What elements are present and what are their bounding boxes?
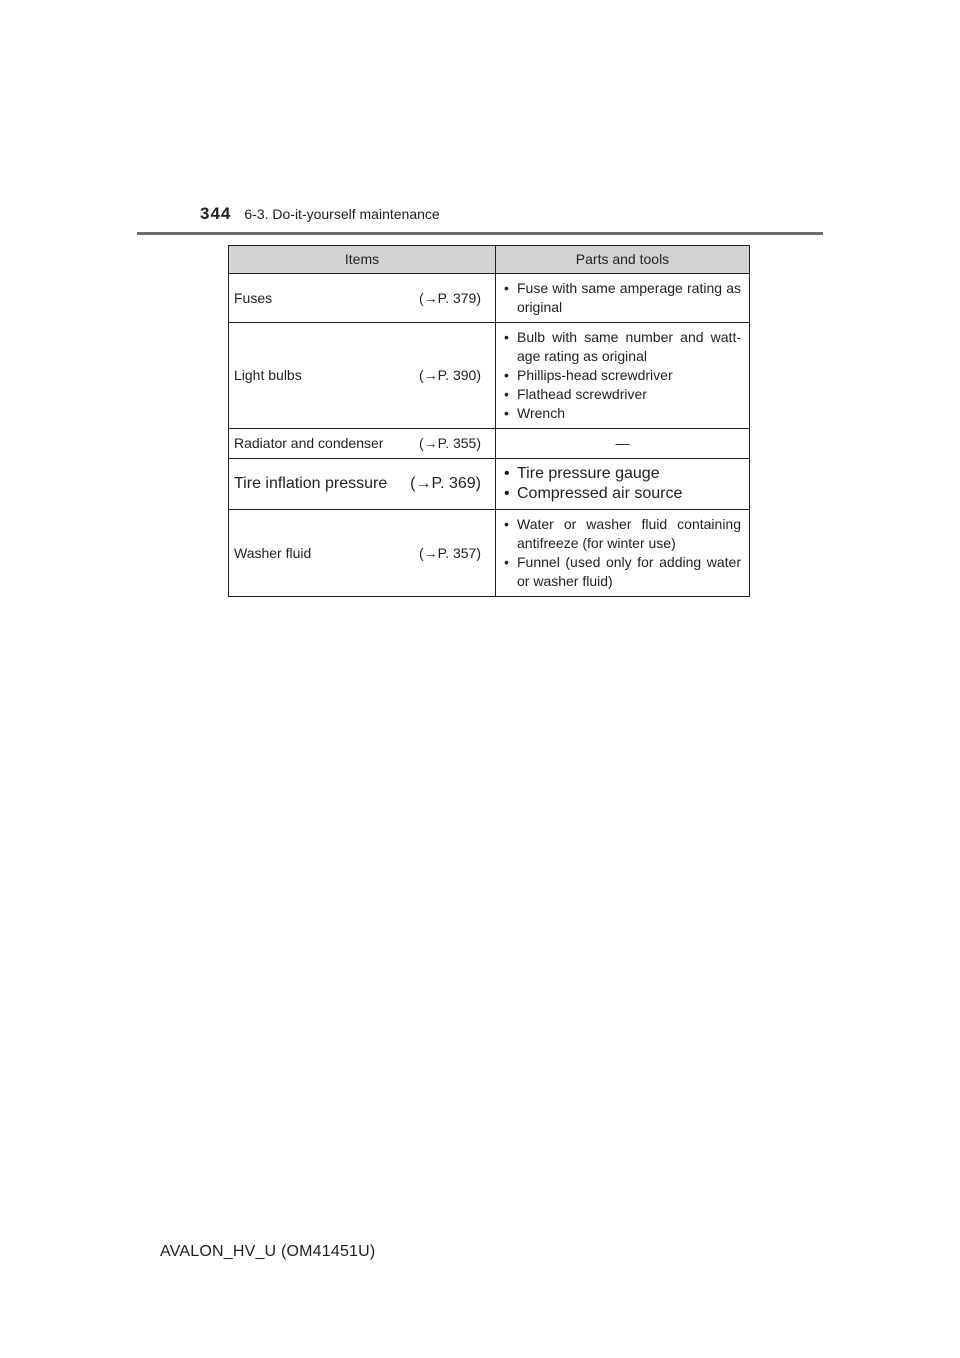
tool-item: • Flathead screwdriver [504,385,741,404]
tool-item: • Tire pressure gauge [504,464,741,484]
item-cell [229,323,496,429]
tools-cell [496,459,750,510]
page-header [200,204,440,224]
table-header-row [229,246,750,274]
tool-item: • Bulb with same number and watt-age rating as original [504,328,741,366]
manual-code: AVALON_HV_U (OM41451U) [160,1243,376,1260]
item-cell [229,429,496,459]
item-name: Light bulbs [234,367,302,383]
tools-list [504,279,741,317]
tool-item: • Water or washer fluid containing antifreeze (for winter use) [504,515,741,553]
tools-cell [496,274,750,323]
tools-list [504,464,741,504]
item-cell [229,510,496,597]
tools-cell [496,429,750,459]
item-name: Fuses [234,289,273,306]
page-reference-link[interactable]: (→P. 369) [410,475,481,492]
section-title: 6-3. Do-it-yourself maintenance [244,206,440,222]
item-name: Radiator and condenser [234,435,384,451]
column-header-items: Items [229,246,496,274]
page-reference-link[interactable]: (→P. 390) [419,367,481,383]
header-rule [137,232,823,235]
tool-item: • Funnel (used only for adding water or washer fluid) [504,553,741,591]
item-name: Washer fluid [234,544,312,561]
table-row-light-bulbs [229,323,750,429]
page-reference-link[interactable]: (→P. 357) [419,544,481,561]
tool-item: • Phillips-head screwdriver [504,366,741,385]
item-name: Tire inflation pressure [234,475,388,492]
table-row-tire-inflation [229,459,750,510]
page-reference-link[interactable]: (→P. 379) [419,289,481,306]
table-row-washer-fluid [229,510,750,597]
item-cell [229,459,496,510]
tool-item: • Wrench [504,404,741,423]
tools-list [504,515,741,591]
tool-item: • Compressed air source [504,484,741,504]
tools-cell [496,323,750,429]
page-number: 344 [200,204,232,223]
table-row-radiator [229,429,750,459]
parts-and-tools-table [228,245,750,597]
tools-cell [496,510,750,597]
tools-list [504,328,741,423]
item-cell [229,274,496,323]
table-row-fuses [229,274,750,323]
page-reference-link[interactable]: (→P. 355) [419,435,481,451]
no-tools-dash: — [615,435,630,451]
column-header-parts-and-tools: Parts and tools [496,246,750,274]
tool-item: • Fuse with same amperage rating as original [504,279,741,317]
